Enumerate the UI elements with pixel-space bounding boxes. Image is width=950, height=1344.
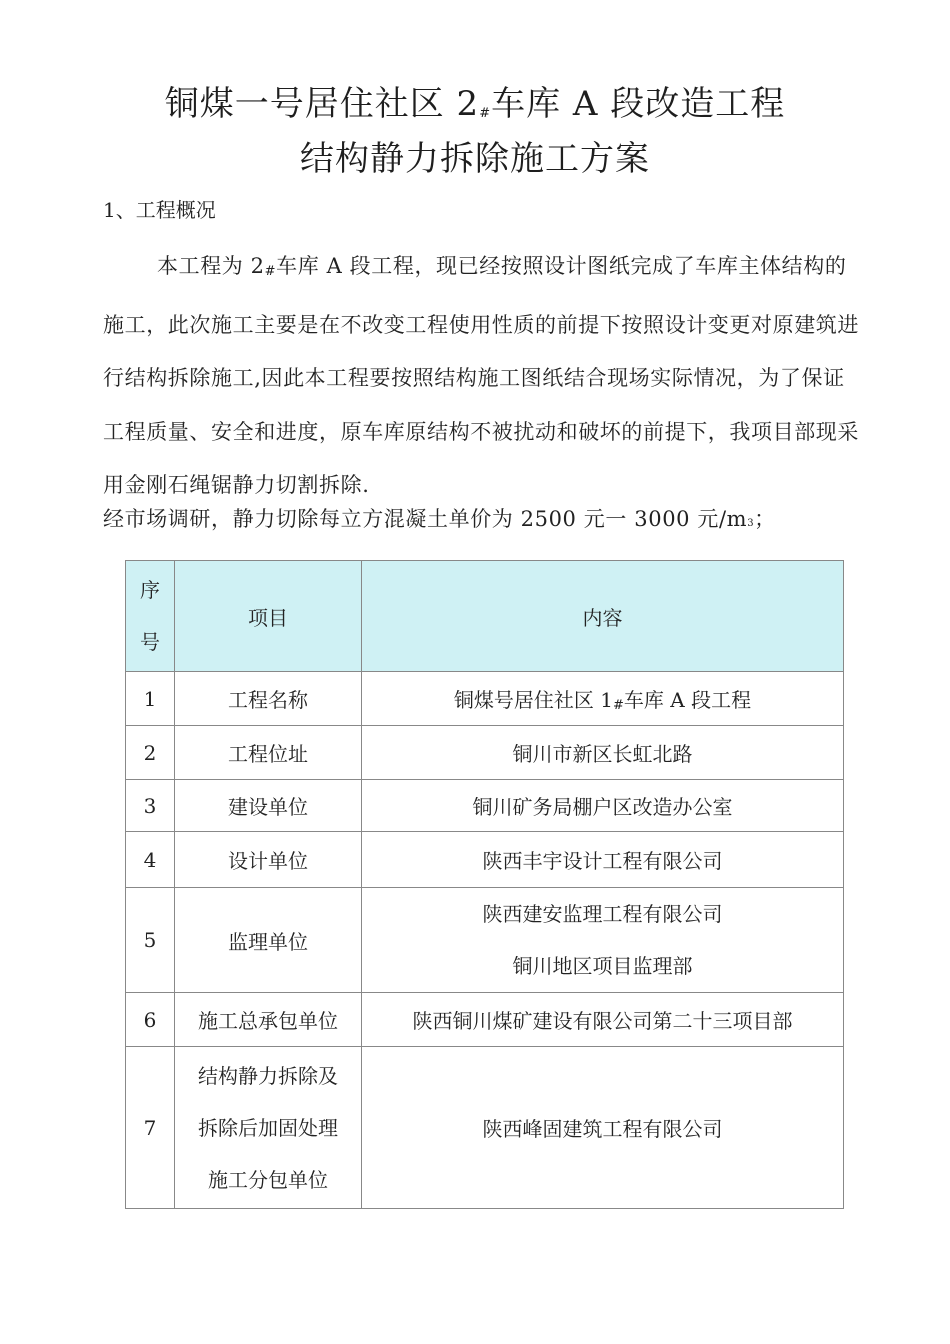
row-number: 2 <box>126 726 175 780</box>
overview-paragraph: 本工程为 2#车库 A 段工程，现已经按照设计图纸完成了车库主体结构的施工，此次施工主要是在不改变工程使用性质的前提下按照设计变更对原建筑进行结构拆除施工,因此本工程要按照结构施工图纸结合现场实际情况，为了保证工程质量、安全和进度，原车库原结构不被扰动和破坏的前提下，我项目部现采用金刚石绳锯静力切割拆除. <box>103 254 859 497</box>
row-content: 铜川矿务局棚户区改造办公室 <box>362 780 844 832</box>
row-content: 陕西建安监理工程有限公司 铜川地区项目监理部 <box>362 888 844 993</box>
table-header-row <box>126 561 844 672</box>
row-number: 5 <box>126 888 175 993</box>
number-mark: # <box>479 106 492 121</box>
table-row <box>126 993 844 1047</box>
row-content: 铜川市新区长虹北路 <box>362 726 844 780</box>
row-number: 3 <box>126 780 175 832</box>
table-row <box>126 726 844 780</box>
header-seq: 序 号 <box>126 561 175 672</box>
unit-subscript: 3 <box>747 518 755 529</box>
row-content: 陕西丰宇设计工程有限公司 <box>362 832 844 888</box>
row-number: 4 <box>126 832 175 888</box>
row-number: 1 <box>126 672 175 726</box>
row-item: 建设单位 <box>175 780 362 832</box>
table-row <box>126 780 844 832</box>
row-item: 结构静力拆除及 拆除后加固处理 施工分包单位 <box>175 1047 362 1209</box>
row-content: 铜煤号居住社区 1#车库 A 段工程 <box>362 672 844 726</box>
row-number: 6 <box>126 993 175 1047</box>
row-item: 施工总承包单位 <box>175 993 362 1047</box>
row-item: 工程名称 <box>175 672 362 726</box>
number-mark: # <box>264 264 277 279</box>
row-content: 陕西峰固建筑工程有限公司 <box>362 1047 844 1209</box>
number-mark: # <box>613 698 624 713</box>
row-item: 监理单位 <box>175 888 362 993</box>
document-title-line1: 铜煤一号居住社区 2#车库 A 段改造工程 <box>164 84 786 124</box>
table-row <box>126 672 844 726</box>
document-title-line2: 结构静力拆除施工方案 <box>300 139 650 179</box>
header-content: 内容 <box>362 561 844 672</box>
row-number: 7 <box>126 1047 175 1209</box>
table-row <box>126 832 844 888</box>
row-content: 陕西铜川煤矿建设有限公司第二十三项目部 <box>362 993 844 1047</box>
row-item: 工程位址 <box>175 726 362 780</box>
table-row <box>126 888 844 993</box>
project-info-table <box>125 560 844 1209</box>
table-row <box>126 1047 844 1209</box>
header-item: 项目 <box>175 561 362 672</box>
section-heading: 1、工程概况 <box>103 198 216 222</box>
row-item: 设计单位 <box>175 832 362 888</box>
price-line: 经市场调研，静力切除每立方混凝土单价为 2500 元一 3000 元/m3； <box>103 507 776 531</box>
